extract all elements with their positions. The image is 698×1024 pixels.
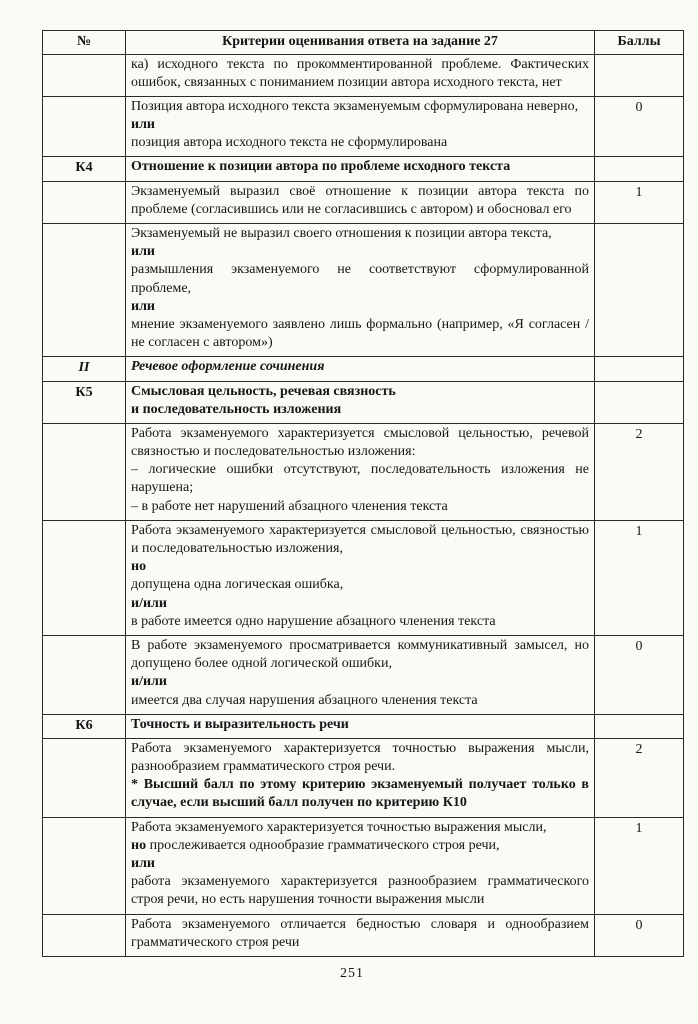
criteria-table-body [43, 54, 684, 956]
text-segment: и последовательность изложения [131, 401, 342, 417]
criteria-cell [126, 96, 595, 157]
criteria-line [131, 873, 589, 909]
score-cell [595, 714, 684, 738]
table-row [43, 817, 684, 914]
score-cell: 1 [595, 520, 684, 635]
header-row [43, 31, 684, 55]
score-cell: 1 [595, 181, 684, 223]
score-cell: 2 [595, 738, 684, 817]
text-segment: * Высший балл по этому критерию экзаменуемый получает только в случае, если высший балл получен по критерию К10 [131, 777, 589, 811]
criterion-number-cell [43, 54, 126, 96]
criterion-number-cell [43, 738, 126, 817]
criteria-line [131, 261, 589, 297]
score-cell [595, 157, 684, 181]
criteria-line [131, 522, 589, 558]
criterion-number-cell [43, 817, 126, 914]
score-cell: 0 [595, 635, 684, 714]
criteria-cell [126, 635, 595, 714]
header-number: № [43, 31, 126, 55]
criterion-number-cell [43, 357, 126, 381]
criteria-line [131, 243, 589, 261]
criteria-line [131, 498, 589, 516]
criteria-cell [126, 914, 595, 956]
text-segment: или [131, 856, 155, 871]
text-segment: Речевое оформление сочинения [131, 359, 325, 375]
table-row [43, 423, 684, 520]
criterion-number: К5 [75, 384, 93, 400]
text-segment: прослеживается однообразие грамматического строя речи, [149, 837, 500, 853]
criteria-cell [126, 381, 595, 423]
criteria-line [131, 158, 589, 176]
criteria-line [131, 692, 589, 710]
score-cell [595, 224, 684, 357]
table-row [43, 635, 684, 714]
criteria-cell [126, 738, 595, 817]
criteria-line [131, 613, 589, 631]
text-segment: Отношение к позиции автора по проблеме исходного текста [131, 159, 511, 175]
criteria-line [131, 716, 589, 734]
criteria-line [131, 298, 589, 316]
criterion-number-cell [43, 714, 126, 738]
criteria-line [131, 740, 589, 776]
criteria-cell [126, 423, 595, 520]
table-row [43, 181, 684, 223]
criterion-number-cell [43, 520, 126, 635]
criteria-line [131, 837, 589, 855]
text-segment: Смысловая цельность, речевая связность [131, 383, 396, 399]
criteria-line [131, 316, 589, 352]
score-cell [595, 381, 684, 423]
criteria-line [131, 558, 589, 576]
criteria-line [131, 776, 589, 812]
criteria-line [131, 56, 589, 92]
text-segment: и/или [131, 674, 167, 690]
criteria-line [131, 383, 589, 401]
text-segment: – в работе нет нарушений абзацного членения текста [131, 498, 448, 514]
criteria-table [42, 30, 684, 957]
text-segment: или [131, 298, 155, 314]
criterion-number-cell [43, 914, 126, 956]
text-segment: или [131, 117, 155, 133]
text-segment: но [131, 559, 147, 575]
text-segment: позиция автора исходного текста не сформулирована [131, 135, 448, 151]
table-row [43, 224, 684, 357]
table-row [43, 96, 684, 157]
text-segment: Работа экзаменуемого характеризуется смысловой цельностью, связностью и последовательностью изложения, [131, 522, 589, 556]
criteria-line [131, 116, 589, 134]
criteria-line [131, 358, 589, 376]
text-segment: допущена одна логическая ошибка, [131, 577, 344, 593]
score-cell: 0 [595, 914, 684, 956]
criterion-number: II [78, 360, 90, 376]
text-segment: мнение экзаменуемого заявлено лишь формально (например, «Я согласен / не согласен с автором») [131, 316, 589, 351]
text-segment: Экзаменуемый выразил своё отношение к позиции автора текста по проблеме (согласившись или не согласившись с автором) и обосновал его [131, 183, 589, 217]
table-row [43, 914, 684, 956]
score-cell [595, 54, 684, 96]
text-segment: Работа экзаменуемого отличается бедностью словаря и однообразием грамматического строя речи [131, 916, 589, 950]
page-number: 251 [340, 965, 364, 981]
header-criteria: Критерии оценивания ответа на задание 27 [126, 31, 595, 55]
text-segment: Позиция автора исходного текста экзаменуемым сформулирована неверно, [131, 98, 579, 114]
text-segment: Экзаменуемый не выразил своего отношения к позиции автора текста, [131, 226, 552, 241]
criteria-line [131, 916, 589, 952]
table-row [43, 381, 684, 423]
text-segment: и/или [131, 595, 167, 611]
criterion-number-cell [43, 635, 126, 714]
criteria-line [131, 401, 589, 419]
score-cell: 1 [595, 817, 684, 914]
score-cell: 2 [595, 423, 684, 520]
header-score: Баллы [595, 31, 684, 55]
text-segment: В работе экзаменуемого просматривается коммуникативный замысел, но допущено более одной логической ошибки, [131, 637, 589, 672]
table-row [43, 520, 684, 635]
criteria-line [131, 183, 589, 219]
score-cell [595, 357, 684, 381]
criteria-line [131, 819, 589, 837]
table-row [43, 738, 684, 817]
criteria-cell [126, 520, 595, 635]
score-cell: 0 [595, 96, 684, 157]
criteria-cell [126, 54, 595, 96]
text-segment: имеется два случая нарушения абзацного членения текста [131, 692, 478, 708]
criteria-cell [126, 157, 595, 181]
criteria-cell [126, 714, 595, 738]
text-segment: но [131, 837, 150, 853]
criteria-line [131, 576, 589, 594]
text-segment: Работа экзаменуемого характеризуется смысловой цельностью, речевой связностью и последовательностью изложения: [131, 425, 589, 460]
criteria-cell [126, 224, 595, 357]
text-segment: или [131, 244, 155, 260]
criteria-line [131, 425, 589, 461]
criteria-table-header [43, 31, 684, 55]
criteria-line [131, 855, 589, 873]
text-segment: размышления экзаменуемого не соответствуют сформулированной проблеме, [131, 262, 589, 296]
criterion-number-cell [43, 96, 126, 157]
criteria-line [131, 98, 589, 116]
text-segment: работа экзаменуемого характеризуется разнообразием грамматического строя речи, но есть нарушения точности выражения мысли [131, 874, 589, 908]
text-segment: Точность и выразительность речи [131, 716, 349, 732]
criteria-line [131, 595, 589, 613]
table-row [43, 157, 684, 181]
text-segment: ка) исходного текста по прокомментированной проблеме. Фактических ошибок, связанных с пониманием позиции автора исходного текста, нет [131, 56, 589, 90]
table-row [43, 714, 684, 738]
criteria-line [131, 673, 589, 691]
text-segment: Работа экзаменуемого характеризуется точностью выражения мысли, [131, 819, 547, 835]
criterion-number: К6 [75, 717, 93, 733]
criteria-cell [126, 817, 595, 914]
criterion-number: К4 [75, 160, 93, 176]
criteria-cell [126, 181, 595, 223]
text-segment: – логические ошибки отсутствуют, последовательность изложения не нарушена; [131, 462, 589, 496]
criteria-line [131, 461, 589, 497]
text-segment: в работе имеется одно нарушение абзацного членения текста [131, 613, 496, 629]
table-row [43, 357, 684, 381]
criterion-number-cell [43, 157, 126, 181]
table-row [43, 54, 684, 96]
criteria-line [131, 134, 589, 152]
criterion-number-cell [43, 181, 126, 223]
criteria-cell [126, 357, 595, 381]
criteria-line [131, 225, 589, 243]
criterion-number-cell [43, 423, 126, 520]
criterion-number-cell [43, 381, 126, 423]
criteria-line [131, 637, 589, 673]
criterion-number-cell [43, 224, 126, 357]
text-segment: Работа экзаменуемого характеризуется точностью выражения мысли, разнообразием грамматического строя речи. [131, 740, 589, 775]
